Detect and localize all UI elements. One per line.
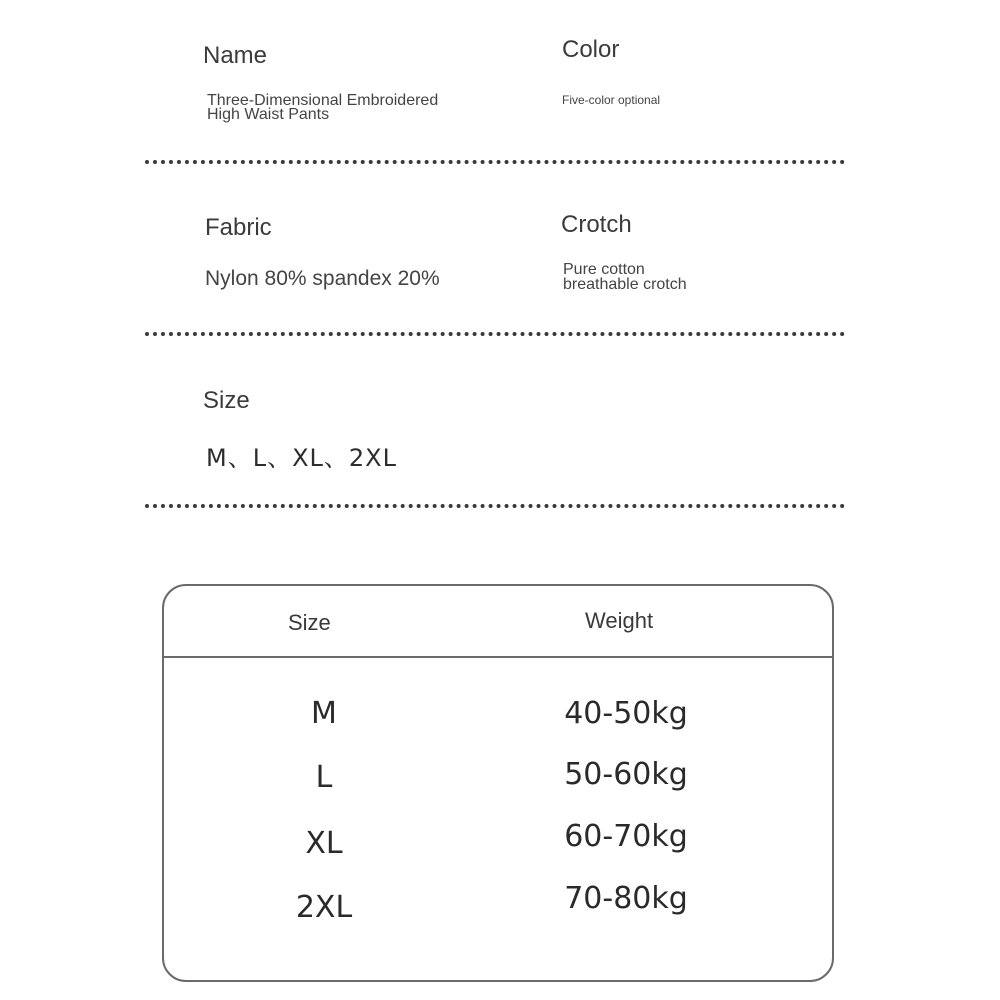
dotted-divider-3 (145, 504, 845, 508)
table-cell-size: 2XL (295, 890, 353, 925)
color-value: Five-color optional (562, 93, 661, 107)
table-cell-weight: 70-80kg (564, 881, 688, 916)
table-header-weight: Weight (585, 608, 654, 633)
fabric-label: Fabric (205, 214, 272, 241)
table-cell-weight: 50-60kg (564, 757, 688, 792)
table-cell-size: XL (305, 826, 343, 861)
table-cell-size: M (311, 696, 337, 731)
name-value (207, 94, 438, 122)
crotch-value (563, 262, 687, 292)
table-cell-weight: 60-70kg (564, 819, 688, 854)
table-header-divider (164, 656, 832, 658)
table-header-size: Size (288, 610, 331, 635)
crotch-label: Crotch (561, 211, 632, 238)
size-value: M、L、XL、2XL (206, 444, 397, 472)
size-weight-table (162, 584, 834, 982)
name-value-line2: High Waist Pants (207, 106, 330, 123)
dotted-divider-1 (145, 160, 845, 164)
color-label: Color (562, 36, 620, 63)
crotch-value-line1: Pure cotton (563, 261, 645, 278)
name-value-line1: Three-Dimensional Embroidered (207, 92, 439, 109)
table-cell-weight: 40-50kg (564, 696, 688, 731)
table-cell-size: L (315, 760, 333, 795)
dotted-divider-2 (145, 332, 845, 336)
size-label: Size (203, 387, 250, 414)
fabric-value: Nylon 80% spandex 20% (205, 267, 440, 290)
name-label: Name (203, 42, 268, 69)
crotch-value-line2: breathable crotch (563, 276, 687, 293)
